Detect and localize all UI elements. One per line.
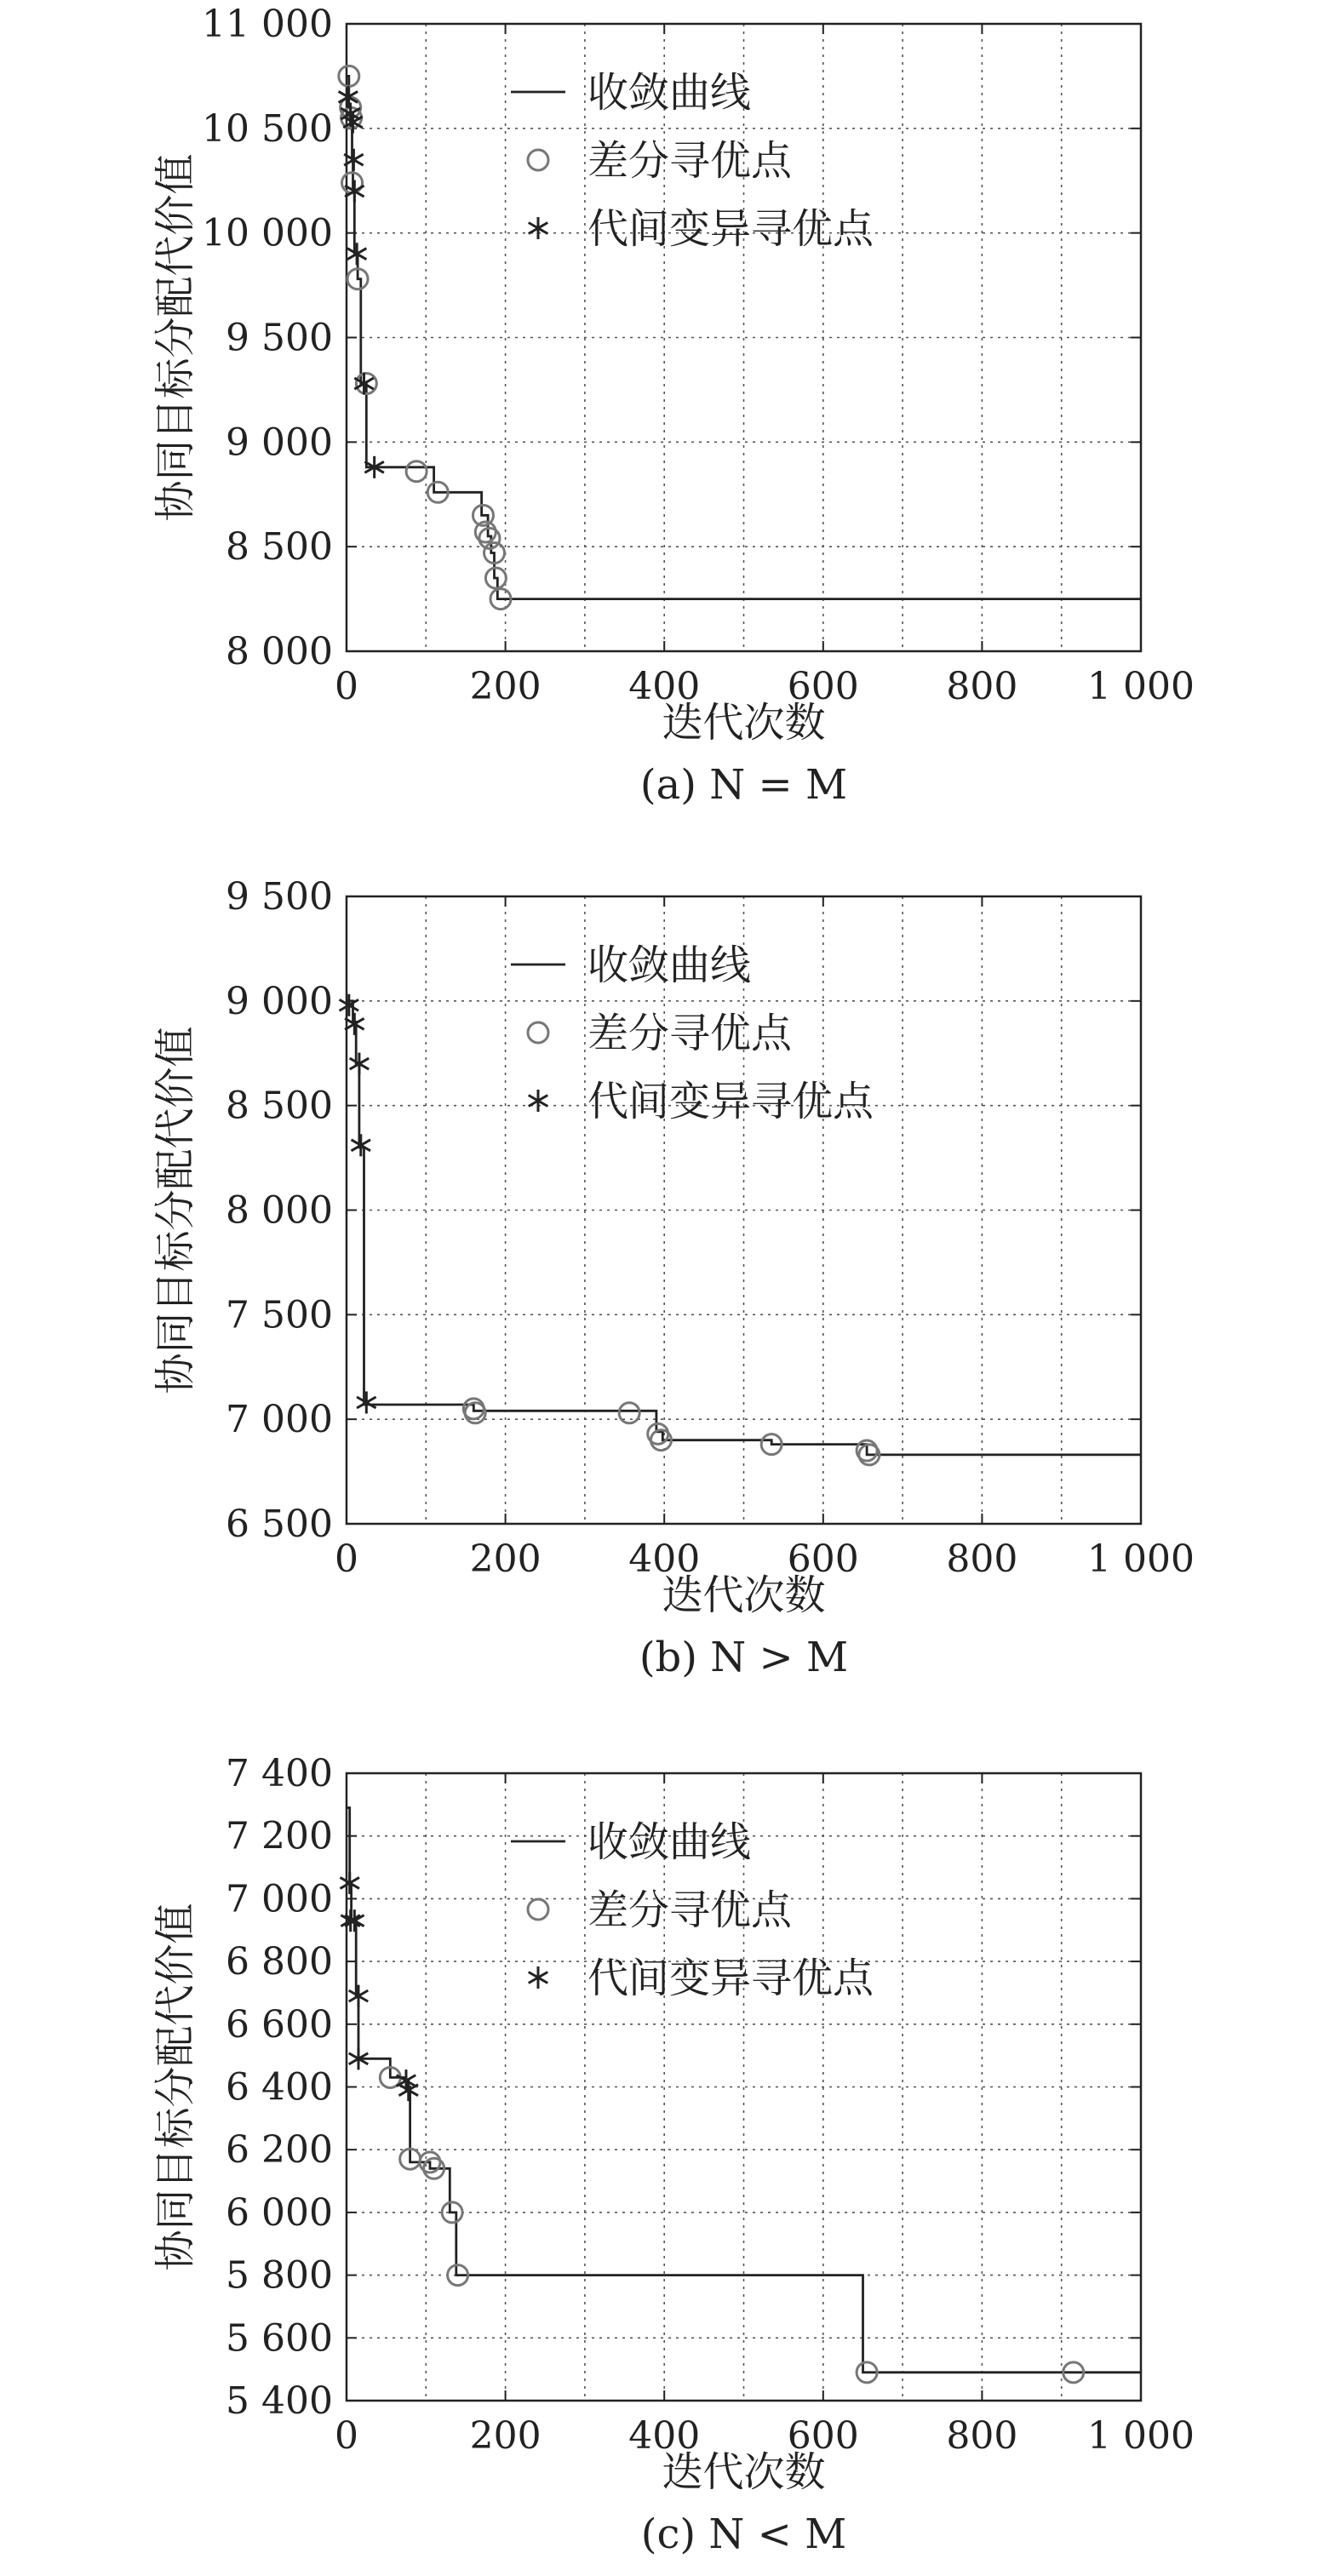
grid: [347, 1773, 1141, 2401]
mutation-point: [357, 1392, 376, 1414]
y-tick-label: 10 000: [202, 211, 333, 255]
legend-asterisk-marker: [529, 1090, 548, 1112]
y-tick-label: 8 500: [226, 1084, 333, 1128]
x-tick-label: 600: [787, 2414, 859, 2458]
diff-point: [406, 461, 427, 482]
legend-label: 收敛曲线: [587, 942, 752, 989]
y-tick-label: 7 000: [226, 1398, 333, 1442]
x-tick-label: 800: [946, 1537, 1018, 1581]
legend-circle-marker: [528, 1022, 548, 1043]
panel-caption: (c) N < M: [640, 2510, 847, 2558]
mutation-point: [345, 1013, 364, 1035]
legend-asterisk-marker: [529, 217, 548, 239]
x-tick-label: 800: [946, 665, 1018, 708]
legend-label: 代间变异寻优点: [587, 1955, 874, 2002]
legend-label: 收敛曲线: [587, 1818, 752, 1866]
y-tick-label: 5 600: [226, 2316, 333, 2361]
panel-caption: (b) N > M: [639, 1634, 849, 1681]
x-axis-title: 迭代次数: [662, 699, 826, 747]
y-tick-label: 7 500: [226, 1293, 333, 1337]
y-tick-label: 9 000: [226, 421, 333, 465]
mutation-point: [352, 1134, 371, 1156]
mutation-point: [340, 994, 359, 1016]
y-axis-title: 协同目标分配代价值: [152, 153, 199, 522]
y-tick-label: 6 500: [226, 1503, 333, 1546]
legend-label: 差分寻优点: [587, 1010, 793, 1057]
y-tick-label: 7 400: [226, 1752, 333, 1795]
y-axis-title: 协同目标分配代价值: [152, 1903, 199, 2271]
x-tick-label: 1 000: [1087, 665, 1195, 708]
y-tick-label: 7 000: [226, 1877, 333, 1921]
mutation-point: [340, 1872, 359, 1894]
legend-label: 差分寻优点: [587, 1886, 793, 1934]
x-tick-label: 1 000: [1087, 1537, 1195, 1581]
panel-caption: (a) N = M: [639, 761, 848, 809]
chart-panel-1: [152, 3, 1195, 809]
x-tick-label: 600: [787, 1537, 859, 1581]
x-axis-title: 迭代次数: [662, 2448, 826, 2496]
legend: [511, 1818, 874, 2002]
y-tick-label: 6 000: [226, 2190, 333, 2235]
x-tick-label: 400: [628, 1537, 701, 1581]
y-tick-label: 5 400: [226, 2379, 333, 2423]
y-tick-label: 9 500: [226, 875, 333, 919]
mutation-point: [345, 1909, 364, 1932]
legend-label: 收敛曲线: [587, 69, 752, 117]
grid: [347, 896, 1141, 1524]
y-tick-label: 9 500: [226, 316, 333, 360]
x-tick-label: 600: [787, 665, 859, 708]
chart-panel-3: [152, 1752, 1195, 2558]
y-tick-label: 11 000: [202, 3, 333, 46]
x-tick-label: 0: [335, 2414, 358, 2458]
y-tick-label: 8 000: [226, 630, 333, 673]
y-tick-label: 6 200: [226, 2128, 333, 2172]
x-tick-label: 200: [469, 665, 542, 708]
x-tick-label: 0: [335, 665, 358, 708]
y-tick-label: 6 400: [226, 2065, 333, 2109]
mutation-point: [350, 1053, 370, 1075]
legend-label: 代间变异寻优点: [587, 1078, 874, 1125]
y-tick-label: 10 500: [202, 106, 333, 151]
legend-circle-marker: [528, 150, 548, 170]
y-tick-label: 8 000: [226, 1188, 333, 1233]
legend-asterisk-marker: [529, 1966, 548, 1989]
legend-label: 差分寻优点: [587, 137, 793, 185]
y-tick-label: 6 800: [226, 1940, 333, 1984]
y-tick-label: 7 200: [226, 1814, 333, 1858]
y-tick-label: 9 000: [226, 979, 333, 1023]
grid: [347, 24, 1141, 651]
x-tick-label: 400: [628, 665, 701, 708]
x-axis-title: 迭代次数: [662, 1571, 826, 1619]
x-tick-label: 0: [335, 1537, 358, 1581]
legend-circle-marker: [528, 1899, 548, 1920]
x-tick-label: 1 000: [1087, 2414, 1195, 2458]
y-axis-title: 协同目标分配代价值: [152, 1026, 199, 1394]
y-tick-label: 8 500: [226, 525, 333, 570]
y-tick-label: 6 600: [226, 2002, 333, 2046]
legend-label: 代间变异寻优点: [587, 205, 874, 253]
diff-point: [479, 528, 500, 548]
legend: [511, 69, 874, 253]
x-tick-label: 200: [469, 1537, 542, 1581]
legend: [511, 942, 874, 1125]
x-tick-label: 800: [946, 2414, 1018, 2458]
x-tick-label: 400: [628, 2414, 701, 2458]
x-tick-label: 200: [469, 2414, 542, 2458]
mutation-point: [349, 1985, 369, 2007]
diff-point: [619, 1403, 639, 1423]
mutation-point: [347, 243, 367, 265]
y-tick-label: 5 800: [226, 2253, 333, 2298]
chart-panel-2: [152, 875, 1195, 1681]
